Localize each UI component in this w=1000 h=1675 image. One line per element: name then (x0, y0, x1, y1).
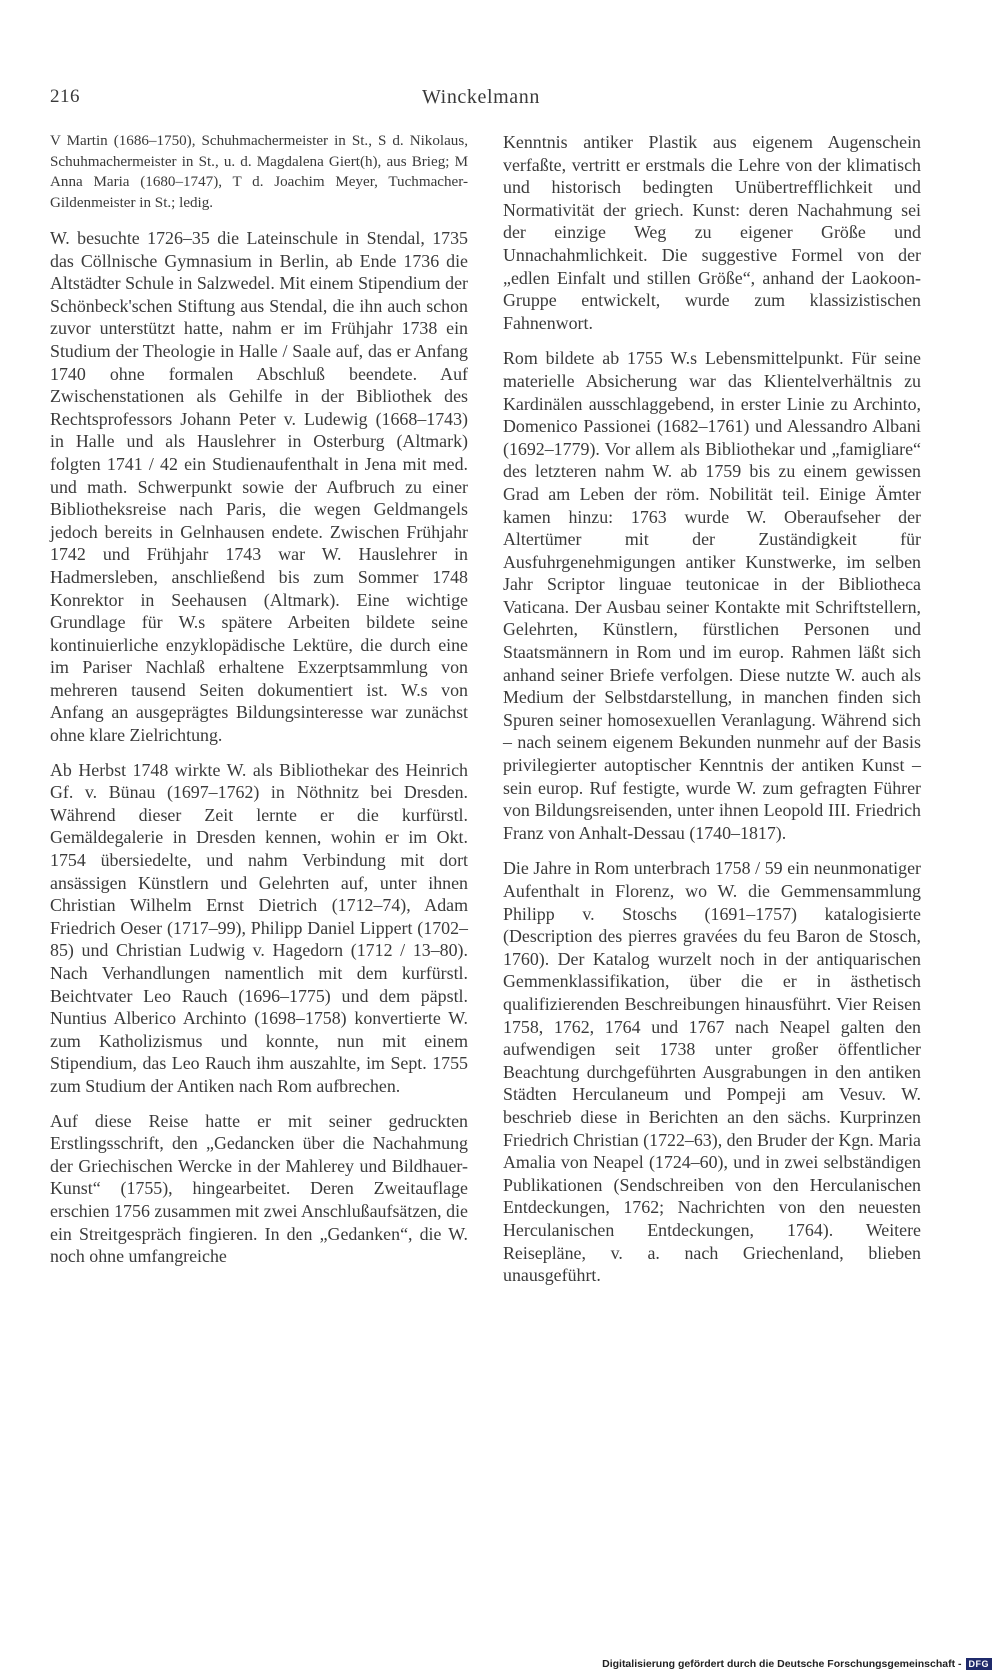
left-column (50, 131, 468, 1280)
paragraph-florence-naples: Die Jahre in Rom unterbrach 1758 / 59 ein neunmonatiger Aufenthalt in Florenz, wo W. die Gemmensammlung Philipp v. Stoschs (1691–1757) katalogisierte (Description des pierres gravées du feu Baron de Stosch, 1760). Der Katalog wurzelt noch in der antiquarischen Gemmenklassifikation, über die er in ästhetisch qualifizierenden Beschreibungen hinausführt. Vier Reisen 1758, 1762, 1764 und 1767 nach Neapel galten den aufwendigen seit 1738 unter großer öffentlicher Beachtung durchgeführten Ausgrabungen in den antiken Städten Herculaneum und Pompeji am Vesuv. W. beschrieb diese in Berichten an den sächs. Kurprinzen Friedrich Christian (1722–63), den Bruder der Kgn. Maria Amalia von Neapel (1724–60), und in zwei selbständigen Publikationen (Sendschreiben von den Herculanischen Entdeckungen, 1762; Nachrichten von den neuesten Herculanischen Entdeckungen, 1764). Weitere Reisepläne, v. a. nach Griechenland, blieben unausgeführt. (503, 858, 921, 1286)
running-head: Winckelmann (422, 86, 540, 108)
paragraph-dresden: Ab Herbst 1748 wirkte W. als Bibliothekar des Heinrich Gf. v. Bünau (1697–1762) in Nöthnitz bei Dresden. Während dieser Zeit lernte er die kurfürstl. Gemäldegalerie in Dresden kennen, wohin er im Okt. 1754 übersiedelte, und nahm Verbindung mit dort ansässigen Künstlern und Gelehrten auf, unter ihnen Christian Wilhelm Ernst Dietrich (1712–74), Adam Friedrich Oeser (1717–99), Philipp Daniel Lippert (1702–85) und Christian Ludwig v. Hagedorn (1712 / 13–80). Nach Verhandlungen namentlich mit dem kurfürstl. Beichtvater Leo Rauch (1696–1775) und dem päpstl. Nuntius Alberico Archinto (1698–1758) konvertierte W. zum Katholizismus und konnte, nun mit einem Stipendium, das Leo Rauch ihm auszahlte, im Sept. 1755 zum Studium der Antiken nach Rom aufbrechen. (50, 759, 468, 1096)
page-number: 216 (50, 86, 80, 107)
page-header (50, 86, 552, 116)
credit-text: Digitalisierung gefördert durch die Deutsche Forschungsgemeinschaft - (602, 1658, 962, 1670)
digitization-credit (602, 1658, 992, 1670)
paragraph-gedancken: Auf diese Reise hatte er mit seiner gedruckten Erstlingsschrift, den „Gedancken über die Nachahmung der Griechischen Wercke in der Mahlerey und Bildhauer-Kunst“ (1755), hingearbeitet. Deren Zweitauflage erschien 1756 zusammen mit zwei Anschlußaufsätzen, die ein Streitgespräch fingieren. In den „Gedanken“, die W. noch ohne umfangreiche (50, 1110, 468, 1267)
paragraph-gedancken-continued: Kenntnis antiker Plastik aus eigenem Augenschein verfaßte, vertritt er erstmals die Lehre von der klimatisch und historisch bedingten Unübertrefflichkeit und Normativität der griech. Kunst: deren Nachahmung sei der einzige Weg zu eigener Größe und Unnachahmlichkeit. Die suggestive Formel von der „edlen Einfalt und stillen Größe“, anhand der Laokoon-Gruppe entwickelt, wurde zum klassizistischen Fahnenwort. (503, 132, 921, 333)
dfg-logo: DFG (966, 1658, 993, 1670)
paragraph-education: W. besuchte 1726–35 die Lateinschule in Stendal, 1735 das Cöllnische Gymnasium in Berlin, ab Ende 1736 die Altstädter Schule in Salzwedel. Mit einem Stipendium der Schönbeck'schen Stiftung aus Stendal, die ihn auch schon zuvor unterstützt hatte, nahm er im Frühjahr 1738 ein Studium der Theologie in Halle / Saale auf, das er Anfang 1740 ohne formalen Abschluß beendete. Auf Zwischenstationen als Gehilfe in der Bibliothek des Rechtsprofessors Johann Peter v. Ludewig (1668–1743) in Halle und als Hauslehrer in Osterburg (Altmark) folgten 1741 / 42 ein Studienaufenthalt in Jena mit med. und math. Schwerpunkt sowie der Aufbruch zu einer Bibliotheksreise nach Paris, die wegen Geldmangels jedoch bereits in Gelnhausen endete. Zwischen Frühjahr 1742 und Frühjahr 1743 war W. Hauslehrer in Hadmersleben, anschließend bis zum Sommer 1748 Konrektor in Seehausen (Altmark). Eine wichtige Grundlage für W.s spätere Arbeiten bildete seine kontinuierliche enzyklopädische Lektüre, die durch eine im Pariser Nachlaß erhaltene Exzerptsammlung von mehreren tausend Seiten dokumentiert ist. W.s von Anfang an ausgeprägtes Bildungsinteresse war zunächst ohne klare Zielrichtung. (50, 228, 468, 746)
right-column (503, 131, 921, 1300)
genealogy-note: V Martin (1686–1750), Schuhmachermeister in St., S d. Nikolaus, Schuhmachermeister in St., u. d. Magdalena Giert(h), aus Brieg; M Anna Maria (1680–1747), T d. Joachim Meyer, Tuchmacher-Gildenmeister in St.; ledig. (50, 133, 468, 211)
paragraph-rome: Rom bildete ab 1755 W.s Lebensmittelpunkt. Für seine materielle Absicherung war das Klientelverhältnis zu Kardinälen ausschlaggebend, in erster Linie zu Archinto, Domenico Passionei (1682–1761) und Alessandro Albani (1692–1779). Vor allem als Bibliothekar und „famigliare“ des letzteren nahm W. ab 1759 bis zu einem gewissen Grad am Leben der röm. Nobilität teil. Einige Ämter kamen hinzu: 1763 wurde W. Oberaufseher der Altertümer mit der Zuständigkeit für Ausfuhrgenehmigungen antiker Kunstwerke, im selben Jahr Scriptor linguae teutonicae in der Bibliotheca Vaticana. Der Ausbau seiner Kontakte mit Schriftstellern, Gelehrten, Künstlern, fürstlichen Personen und Staatsmännern in Rom und im europ. Rahmen läßt sich anhand seiner Briefe verfolgen. Diese nutzte W. auch als Medium der Selbstdarstellung, in manchen finden sich Spuren seiner homosexuellen Veranlagung. Während sich – nach seinem eigenem Bekunden nunmehr auf der Basis privilegierter autoptischer Kenntnis der antiken Kunst – sein europ. Ruf festigte, wurde W. zum gefragten Führer von Bildungsreisenden, unter ihnen Leopold III. Friedrich Franz von Anhalt-Dessau (1740–1817). (503, 348, 921, 843)
